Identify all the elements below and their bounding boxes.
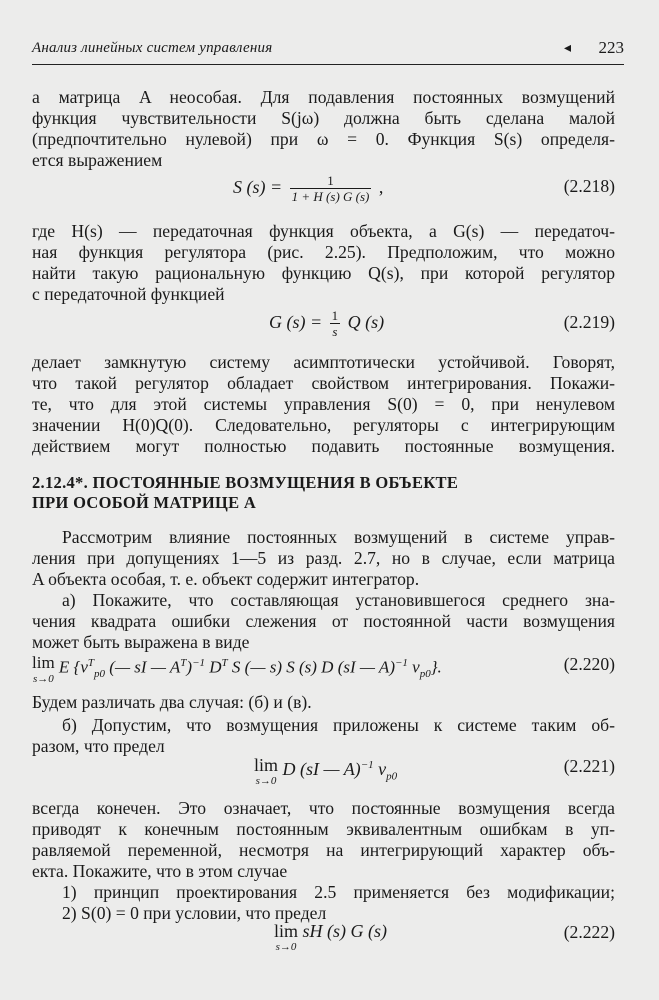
header-mark: ◂ bbox=[564, 41, 572, 56]
running-title: Анализ линейных систем управления bbox=[32, 40, 273, 56]
text-line: действием могут полностью подавить постоянные возмущения. bbox=[32, 436, 615, 456]
text-line: те, что для этой системы управления S(0) = 0, при ненулевом bbox=[32, 394, 615, 414]
equation-2218 bbox=[233, 173, 383, 205]
text-line: найти такую рациональную функцию Q(s), при которой регулятор bbox=[32, 263, 615, 283]
text-line: Будем различать два случая: (б) и (в). bbox=[32, 692, 312, 712]
section-heading: ПРИ ОСОБОЙ МАТРИЦЕ A bbox=[32, 493, 257, 512]
text-line: ная функция регулятора (рис. 2.25). Предположим, что можно bbox=[32, 242, 615, 262]
text-line: где H(s) — передаточная функция объекта, а G(s) — передаточ- bbox=[32, 221, 615, 241]
text-line: что такой регулятор обладает свойством интегрирования. Покажи- bbox=[32, 373, 615, 393]
eq-lhs: G (s) = bbox=[269, 312, 323, 333]
equation-2222: lim s→0 sH (s) G (s) bbox=[274, 921, 388, 953]
text-line: ления при допущениях 1—5 из разд. 2.7, но в случае, если матрица bbox=[32, 548, 615, 568]
running-header bbox=[32, 38, 624, 60]
eq-numerator: 1 bbox=[331, 308, 339, 323]
eq-fraction bbox=[290, 173, 372, 205]
text-line: функция чувствительности S(jω) должна быть сделана малой bbox=[32, 108, 615, 128]
text-line: а матрица A неособая. Для подавления постоянных возмущений bbox=[32, 87, 615, 107]
eq-lhs: S (s) = bbox=[233, 177, 283, 198]
text-line: Рассмотрим влияние постоянных возмущений в системе управ- bbox=[62, 527, 615, 547]
limit-operator: lim s→0 bbox=[274, 921, 299, 953]
text-line: ется выражением bbox=[32, 150, 163, 170]
equation-2221: lim s→0 D (sI — A)$^{-1}$ $v_{p0}$ bbox=[254, 755, 398, 787]
text-line: чения квадрата ошибки слежения от постоянной части возмущения bbox=[32, 611, 615, 631]
eq-rhs: Q (s) bbox=[347, 312, 385, 333]
equation-number: (2.222) bbox=[563, 922, 615, 942]
eq-tail: , bbox=[378, 177, 384, 198]
eq-denominator: s bbox=[332, 324, 338, 339]
header-rule bbox=[32, 64, 624, 65]
equation-2219 bbox=[269, 308, 384, 340]
equation-number: (2.219) bbox=[563, 312, 615, 332]
section-heading: 2.12.4*. ПОСТОЯННЫЕ ВОЗМУЩЕНИЯ В ОБЪЕКТЕ bbox=[32, 473, 459, 492]
text-line: равляемой переменной, несмотря на интегрирующий характер объ- bbox=[32, 840, 615, 860]
list-item: 1) принцип проектирования 2.5 применяется без модификации; bbox=[62, 882, 615, 902]
text-line: с передаточной функцией bbox=[32, 284, 225, 304]
equation-number: (2.220) bbox=[563, 654, 615, 674]
eq-fraction bbox=[330, 308, 341, 340]
list-item: 2) S(0) = 0 при условии, что предел bbox=[62, 903, 327, 923]
text-line: может быть выражена в виде bbox=[32, 632, 250, 652]
text-line: б) Допустим, что возмущения приложены к системе таким об- bbox=[62, 715, 615, 735]
limit-operator: lim s→0 bbox=[32, 653, 55, 685]
eq-denominator: 1 + H (s) G (s) bbox=[291, 189, 370, 204]
page-number: 223 bbox=[598, 38, 624, 57]
equation-number: (2.221) bbox=[563, 756, 615, 776]
equation-2220: lim s→0 E {$v^T_{p0}$ (— sI — $A^T)^{-1}$ $D^T$ S (— s) S (s) D (sI — A)$^{-1}$ $v_{p0}$}. bbox=[32, 653, 442, 685]
text-line: екта. Покажите, что в этом случае bbox=[32, 861, 288, 881]
equation-number: (2.218) bbox=[563, 176, 615, 196]
text-line: делает замкнутую систему асимптотически устойчивой. Говорят, bbox=[32, 352, 615, 372]
text-line: всегда конечен. Это означает, что постоянные возмущения всегда bbox=[32, 798, 615, 818]
limit-operator: lim s→0 bbox=[254, 755, 279, 787]
text-line: приводят к конечным постоянным эквивалентным ошибкам в уп- bbox=[32, 819, 615, 839]
text-line: значении H(0)Q(0). Следовательно, регуляторы с интегрирующим bbox=[32, 415, 615, 435]
text-line: A объекта особая, т. е. объект содержит интегратор. bbox=[32, 569, 420, 589]
text-line: (предпочтительно нулевой) при ω = 0. Функция S(s) определя- bbox=[32, 129, 615, 149]
eq-numerator: 1 bbox=[290, 173, 372, 189]
text-line: а) Покажите, что составляющая установившегося среднего зна- bbox=[62, 590, 615, 610]
text-line: разом, что предел bbox=[32, 736, 165, 756]
